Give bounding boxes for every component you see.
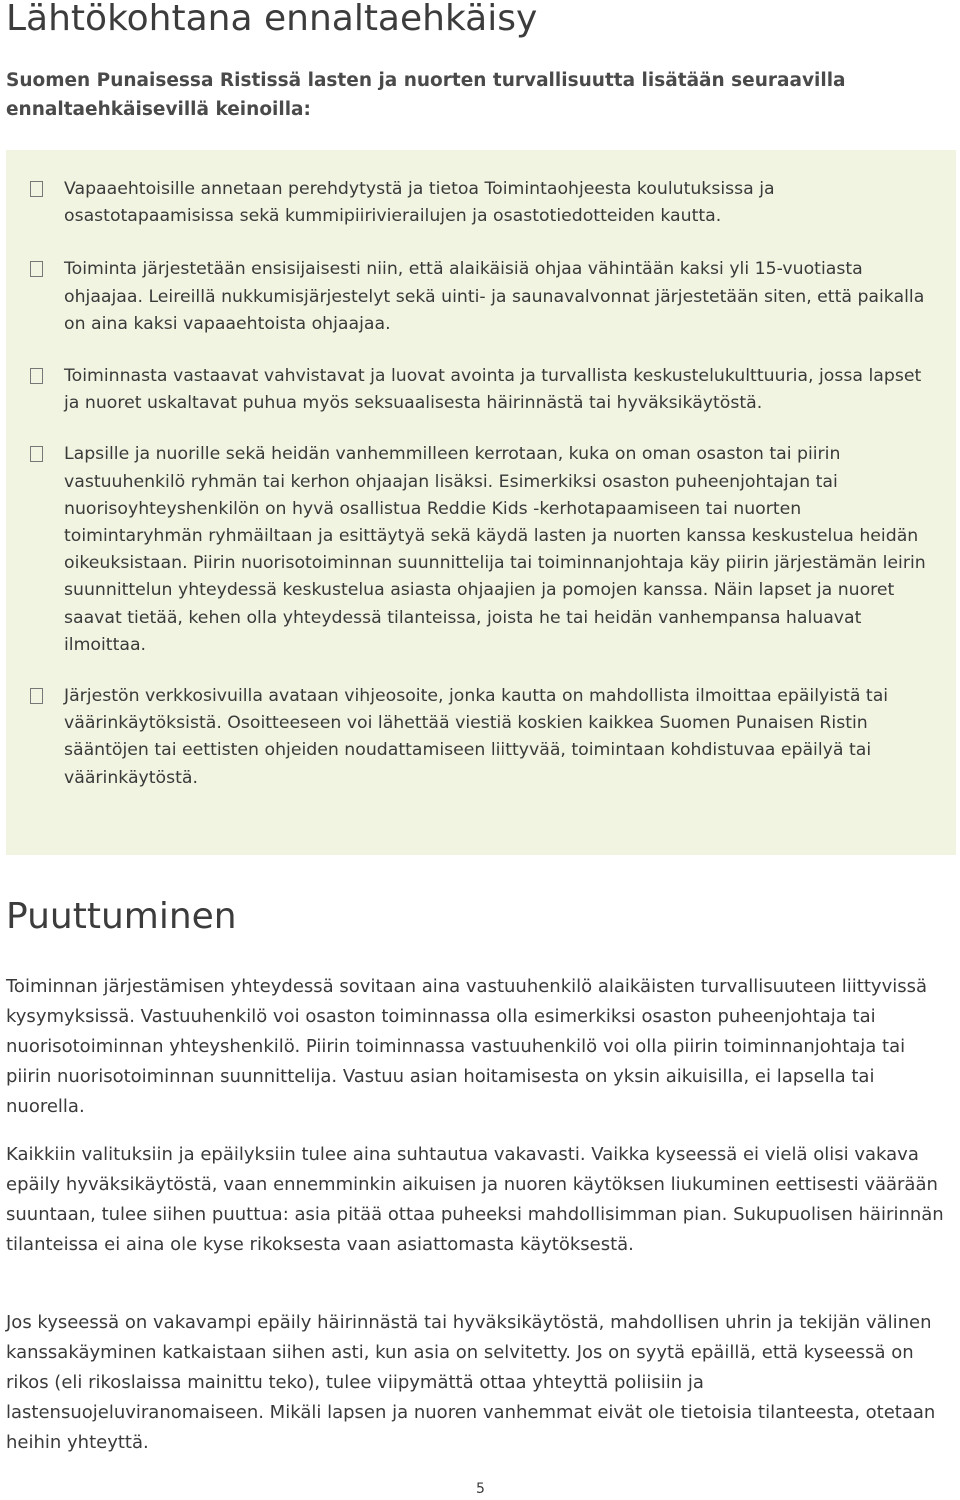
list-item (30, 256, 935, 338)
list-item-text: Järjestön verkkosivuilla avataan vihjeosoite, jonka kautta on mahdollista ilmoittaa epäilyistä tai väärinkäytöksistä. Osoitteeseen voi lähettää viestiä koskien kaikkea Suomen Punaisen Ristin sääntöjen tai eettisten ohjeiden noudattamiseen liittyvää, toimintaan kohdistuvaa epäilyä tai väärinkäytöstä. (64, 686, 889, 788)
bullet-box-icon (30, 181, 43, 197)
list-item (30, 176, 935, 230)
paragraph: Jos kyseessä on vakavampi epäily häirinnästä tai hyväksikäytöstä, mahdollisen uhrin ja tekijän välinen kanssakäyminen katkaistaan siihen asti, kun asia on selvitetty. Jos on syytä epäillä, että kyseessä on rikos (eli rikoslaissa mainittu teko), tulee viipymättä ottaa yhteyttä poliisiin ja lastensuojeluviranomaiseen. Mikäli lapsen ja nuoren vanhemmat eivät ole tietoisia tilanteesta, otetaan heihin yhteyttä. (6, 1312, 936, 1453)
page-number: 5 (476, 1481, 485, 1497)
list-item-text: Toiminta järjestetään ensisijaisesti niin, että alaikäisiä ohjaa vähintään kaksi yli 15-vuotiasta ohjaajaa. Leireillä nukkumisjärjestelyt sekä uinti- ja saunavalvonnat järjestetään siten, että paikalla on aina kaksi vapaaehtoista ohjaajaa. (64, 259, 925, 334)
list-item-text: Vapaaehtoisille annetaan perehdytystä ja tietoa Toimintaohjeesta koulutuksissa ja osastotapaamisissa sekä kummipiirivierailujen ja osastotiedotteiden kautta. (64, 179, 775, 227)
list-item (30, 441, 935, 659)
paragraph: Toiminnan järjestämisen yhteydessä sovitaan aina vastuuhenkilö alaikäisten turvallisuuteen liittyvissä kysymyksissä. Vastuuhenkilö voi osaston toiminnassa olla esimerkiksi osaston puheenjohtaja tai nuorisotoiminnan yhteyshenkilö. Piirin toiminnassa vastuuhenkilö voi olla piirin toiminnanjohtaja tai piirin nuorisotoiminnan suunnittelija. Vastuu asian hoitamisesta on yksin aikuisilla, ei lapsella tai nuorella. (6, 976, 928, 1117)
bullet-box-icon (30, 368, 43, 384)
bullet-box-icon (30, 446, 43, 462)
bullet-box-icon (30, 261, 43, 277)
prevention-list (30, 176, 935, 817)
section-title: Puuttuminen (6, 896, 237, 937)
page-title: Lähtökohtana ennaltaehkäisy (6, 0, 538, 39)
bullet-box-icon (30, 688, 43, 704)
list-item-text: Toiminnasta vastaavat vahvistavat ja luovat avointa ja turvallista keskustelukulttuuria, jossa lapset ja nuoret uskaltavat puhua myös seksuaalisesta häirinnästä tai hyväksikäytöstä. (64, 366, 922, 414)
list-item (30, 683, 935, 792)
paragraph: Kaikkiin valituksiin ja epäilyksiin tulee aina suhtautua vakavasti. Vaikka kyseessä ei vielä olisi vakava epäily hyväksikäytöstä, vaan ennemminkin aikuisen ja nuoren käytöksen liukuminen eettisesti väärään suuntaan, tulee siihen puuttua: asia pitää ottaa puheeksi mahdollisimman pian. Sukupuolisen häirinnän tilanteissa ei aina ole kyse rikoksesta vaan asiattomasta käytöksestä. (6, 1144, 944, 1255)
list-item (30, 363, 935, 417)
list-item-text: Lapsille ja nuorille sekä heidän vanhemmilleen kerrotaan, kuka on oman osaston tai piirin vastuuhenkilö ryhmän tai kerhon ohjaajan lisäksi. Esimerkiksi osaston puheenjohtajan tai nuorisoyhteyshenkilön on hyvä osallistua Reddie Kids -kerhotapaamiseen tai nuorten toimintaryhmän ryhmäiltaan ja esittäytyä sekä käydä lasten ja nuorten kanssa keskustelua heidän oikeuksistaan. Piirin nuorisotoiminnan suunnittelija tai toiminnanjohtaja käy piirin järjestämän leirin suunnittelun yhteydessä keskustelua asiasta ohjaajien ja pomojen kanssa. Näin lapset ja nuoret saavat tietää, kehen olla yhteydessä tilanteissa, joista he tai heidän vanhempansa haluavat ilmoittaa. (64, 444, 926, 655)
intro-text: Suomen Punaisessa Ristissä lasten ja nuorten turvallisuutta lisätään seuraavilla ennaltaehkäisevillä keinoilla: (6, 70, 846, 120)
